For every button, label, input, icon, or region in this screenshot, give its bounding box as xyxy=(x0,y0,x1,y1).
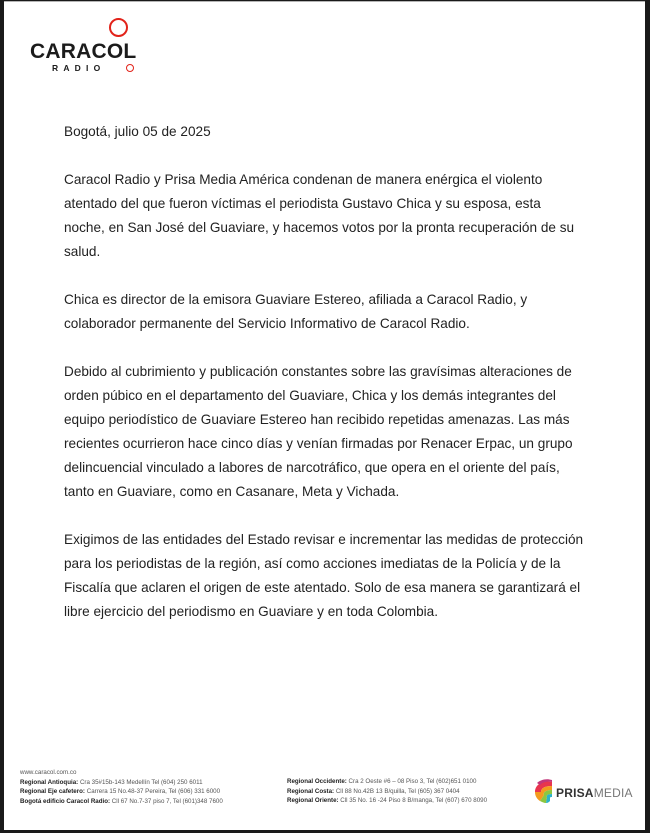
prisa-light-text: MEDIA xyxy=(593,786,633,800)
prisa-wordmark xyxy=(556,786,633,800)
prisa-bold-text: PRISA xyxy=(556,786,594,800)
region-address: Cll 35 No. 16 -24 Piso 8 B/manga, Tel (607) 670 8090 xyxy=(338,797,488,805)
paragraph: Exigimos de las entidades del Estado revisar e incrementar las medidas de protección para los periodistas de la región, así como acciones imediatas de la Policía y de la Fiscalía que aclaren el origen de este atentado. Solo de esa manera se garantizará el libre ejercicio del periodismo en Guaviare y en toda Colombia. xyxy=(64,532,584,619)
prisa-media-logo xyxy=(532,778,642,804)
region-label: Regional Antioquia: xyxy=(20,778,79,786)
logo-subring-icon xyxy=(126,64,134,72)
region-label: Regional Occidente: xyxy=(287,778,347,785)
letter-date: Bogotá, julio 05 de 2025 xyxy=(64,124,211,139)
region-label: Bogotá edificio Caracol Radio: xyxy=(20,797,111,805)
logo-wordmark: CARACOL xyxy=(30,40,137,63)
region-label: Regional Oriente: xyxy=(287,797,339,805)
prisa-fan-icon xyxy=(532,778,556,804)
region-label: Regional Costa: xyxy=(287,787,335,795)
paragraph: Caracol Radio y Prisa Media América condenan de manera enérgica el violento atentado del que fueron víctimas el periodista Gustavo Chica y su esposa, esta noche, en San José del Guaviare, y hacemos votos por la pronta recuperación de su salud. xyxy=(64,172,575,259)
region-address: Carrera 15 No.48-37 Pereira, Tel (606) 331 6000 xyxy=(85,788,221,796)
footer-address-line xyxy=(20,787,223,797)
paragraph: Debido al cubrimiento y publicación constantes sobre las gravísimas alteraciones de orden púbico en el departamento del Guaviare, Chica y los demás integrantes del equipo periodístico de Guaviare Estereo han recibido repetidas amenazas. Las más recientes ocurrieron hace cinco días y venían firmadas por Renacer Erpac, un grupo delincuencial vinculado a labores de narcotráfico, que opera en el oriente del país, tanto en Guaviare, como en Casanare, Meta y Vichada. xyxy=(64,364,573,499)
logo-ring-icon xyxy=(109,18,128,37)
region-label: Regional Eje cafetero: xyxy=(20,788,85,796)
caracol-radio-logo xyxy=(30,18,140,74)
region-address: Cra 2 Oeste #6 – 08 Piso 3, Tel (602)651 0100 xyxy=(346,778,477,785)
footer-address-line xyxy=(287,777,487,787)
website-link[interactable]: www.caracol.com.co xyxy=(20,769,77,776)
footer-address-line xyxy=(20,778,223,788)
letter-body xyxy=(64,120,584,648)
footer-address-line xyxy=(287,796,487,806)
paragraph: Chica es director de la emisora Guaviare Estereo, afiliada a Caracol Radio, y colaborador permanente del Servicio Informativo de Caracol Radio. xyxy=(64,292,528,331)
region-address: Cll 88 No.42B 13 B/quilla, Tel (605) 367 0404 xyxy=(334,787,460,795)
region-address: Cra 35#15b-143 Medellín Tel (604) 250 6011 xyxy=(78,778,203,786)
letter-page xyxy=(4,1,645,830)
footer-addresses-left xyxy=(20,768,223,806)
logo-subtitle: RADIO xyxy=(52,63,106,73)
footer-address-line xyxy=(287,787,487,797)
footer-address-line xyxy=(20,797,223,807)
footer-addresses-right xyxy=(287,777,487,806)
region-address: Cll 67 No.7-37 piso 7, Tel (601)348 7600 xyxy=(110,797,223,805)
